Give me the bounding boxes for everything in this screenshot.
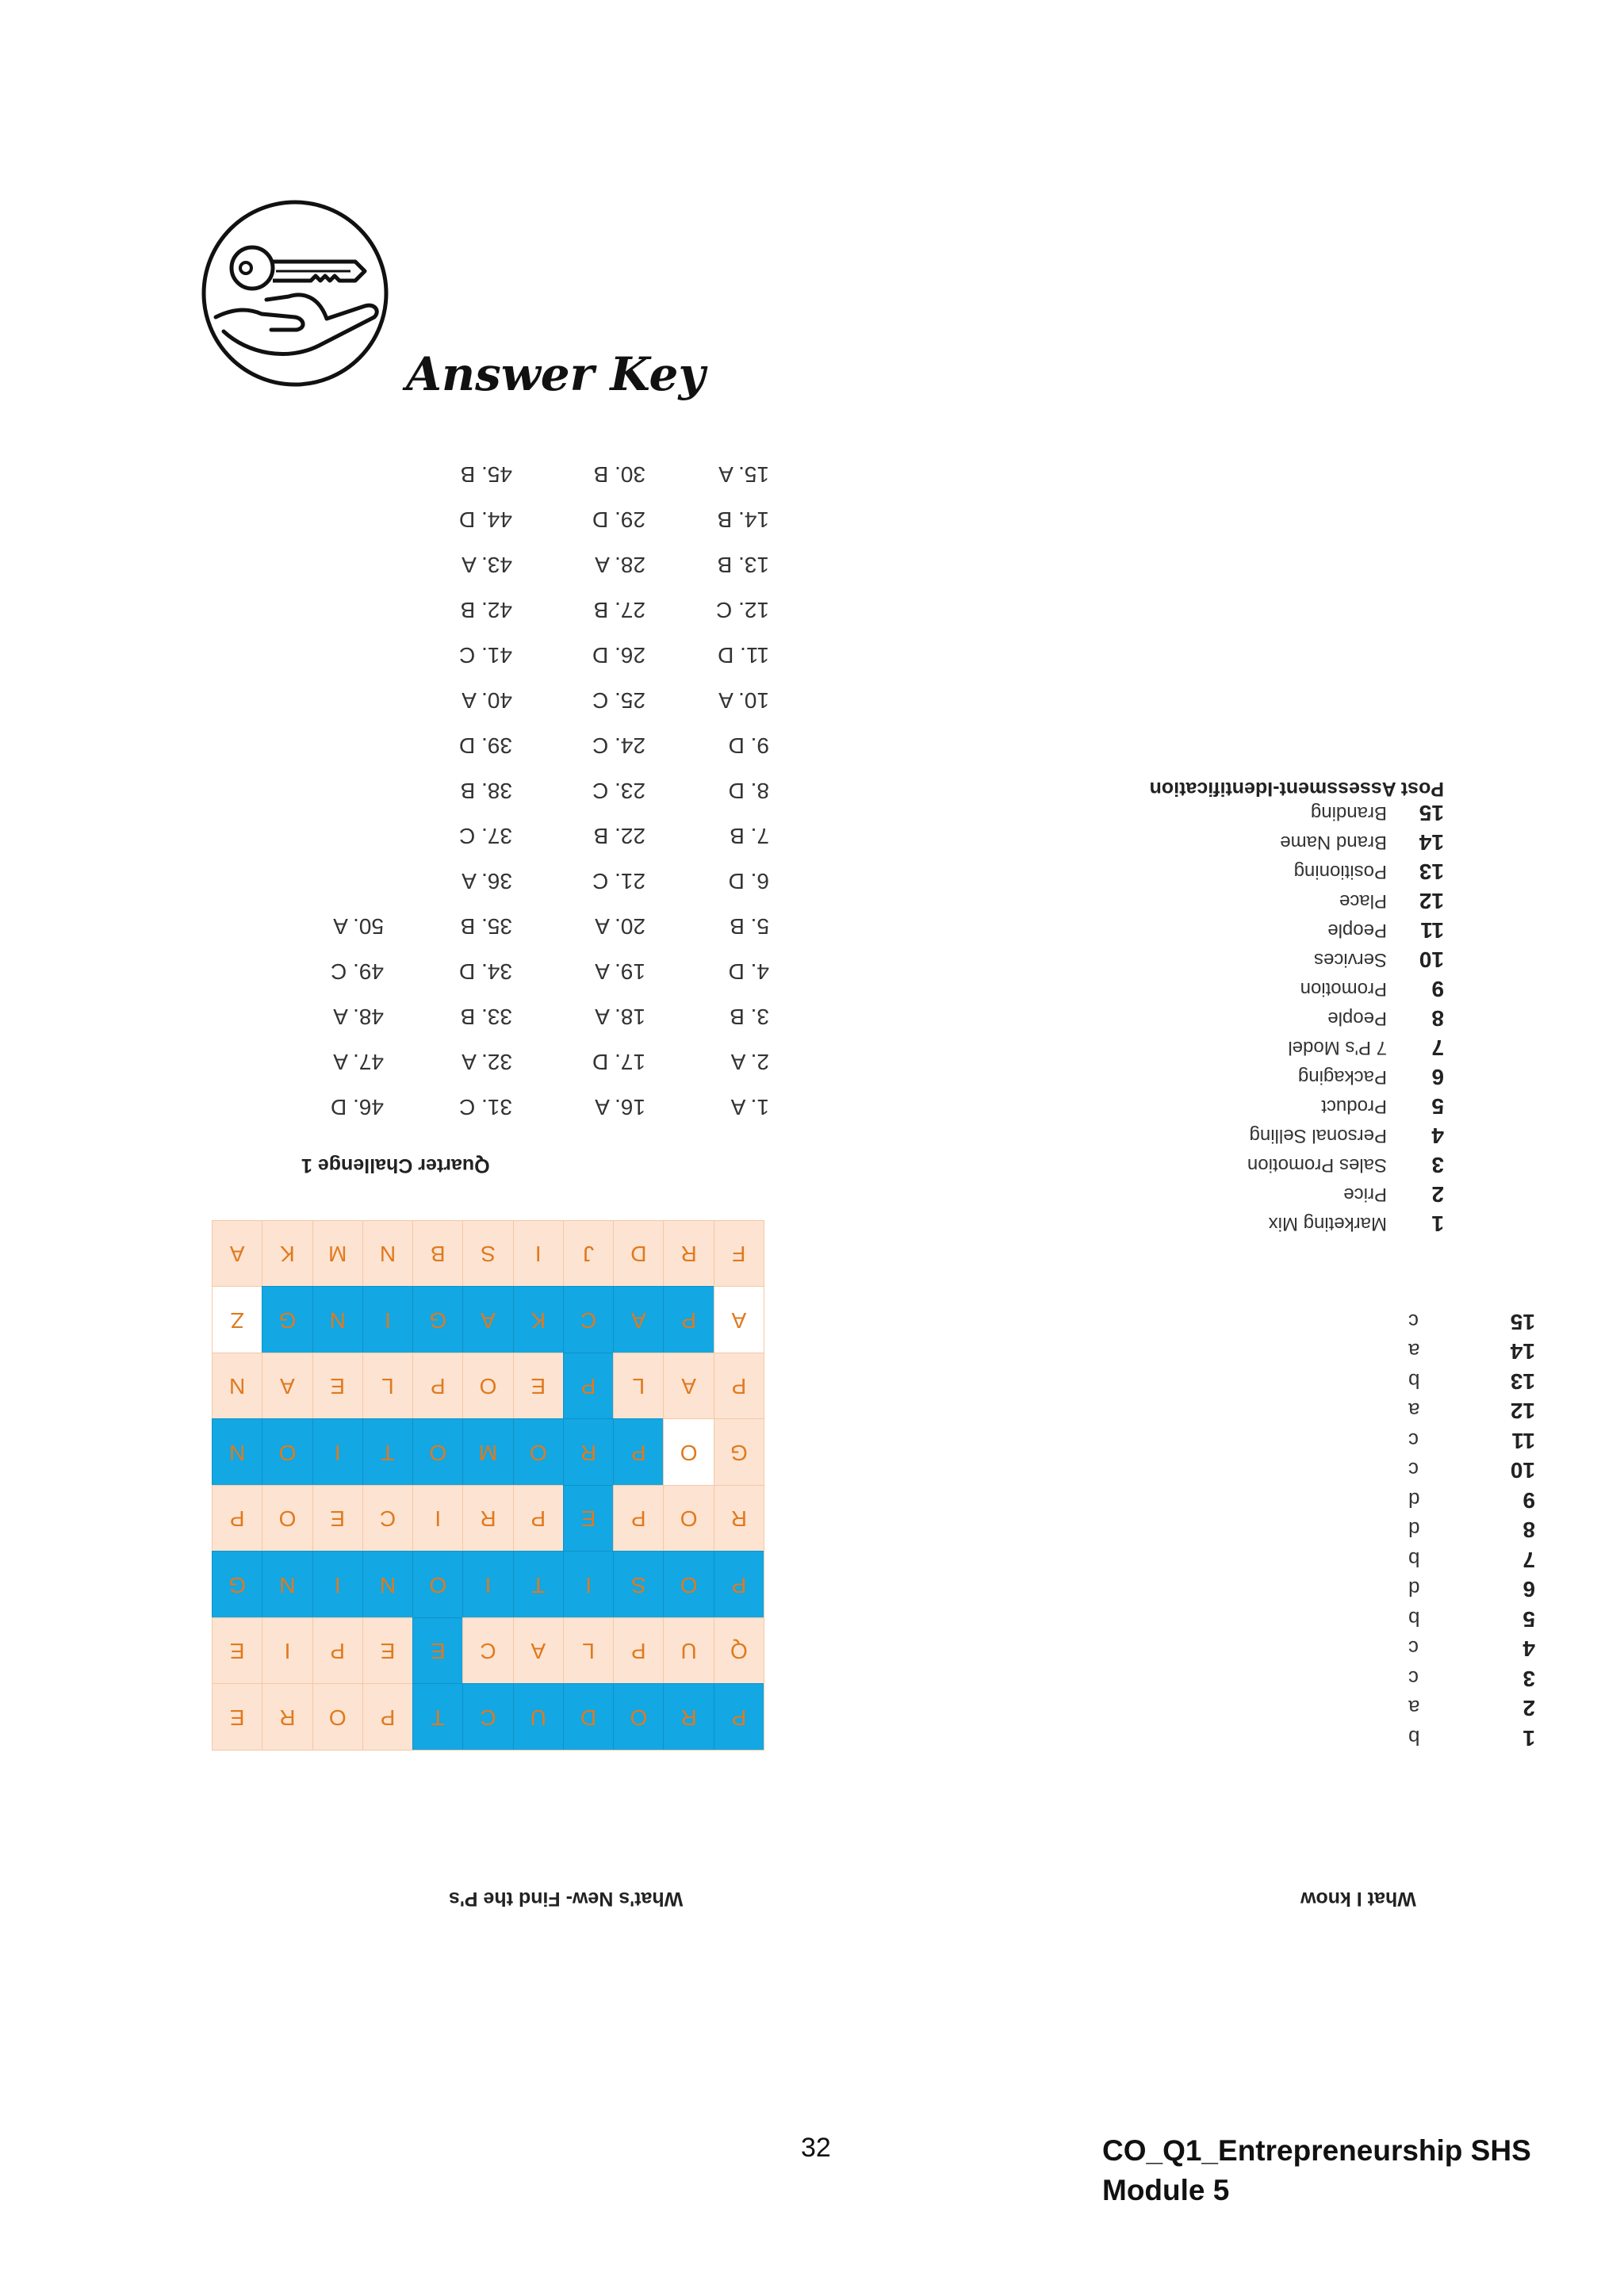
answer-item: 42. B <box>460 598 512 622</box>
grid-cell: I <box>262 1617 312 1684</box>
grid-cell: N <box>212 1419 262 1486</box>
grid-cell: P <box>714 1684 764 1751</box>
answer-item: 16. A <box>595 1095 645 1119</box>
what-i-know-title: What I know <box>1300 1888 1416 1910</box>
grid-cell: P <box>212 1485 262 1552</box>
grid-cell: P <box>613 1419 663 1486</box>
what-i-know-item <box>1408 1426 1535 1455</box>
word-search-grid <box>213 1221 764 1751</box>
answer-item: 22. B <box>593 824 645 848</box>
grid-cell: E <box>412 1617 462 1684</box>
answer-item: 44. D <box>459 507 512 532</box>
post-assessment-item <box>1044 1122 1444 1149</box>
answer-item: 32. A <box>462 1050 512 1074</box>
item-number: 12 <box>1419 889 1444 913</box>
grid-cell: R <box>262 1684 312 1751</box>
item-answer: People <box>1327 1008 1387 1029</box>
grid-cell: Z <box>212 1287 262 1353</box>
answer-item: 49. C <box>331 959 384 984</box>
item-number: 9 <box>1431 977 1444 1001</box>
item-answer: c <box>1408 1636 1419 1661</box>
answer-item: 17. D <box>592 1050 645 1074</box>
item-number: 1 <box>1522 1726 1535 1751</box>
item-answer: a <box>1408 1399 1420 1423</box>
answer-item: 15. A <box>718 462 769 487</box>
answer-item: 4. D <box>728 959 769 984</box>
post-assessment-title: Post Assessment-Identification <box>1149 778 1444 800</box>
grid-cell: U <box>663 1617 713 1684</box>
grid-cell: O <box>312 1684 362 1751</box>
item-number: 15 <box>1510 1310 1535 1334</box>
post-assessment-item <box>1044 1093 1444 1119</box>
item-answer: Sales Promotion <box>1247 1154 1387 1176</box>
post-assessment-item <box>1044 799 1444 826</box>
item-number: 14 <box>1419 830 1444 855</box>
item-answer: c <box>1408 1429 1419 1452</box>
item-answer: Brand Name <box>1280 832 1387 853</box>
answer-item: 19. A <box>595 959 645 984</box>
grid-cell: F <box>714 1220 764 1287</box>
grid-cell: K <box>513 1287 563 1353</box>
answer-item: 25. C <box>592 688 645 713</box>
footer-module-code <box>1102 2131 1531 2210</box>
item-answer: Packaging <box>1297 1066 1387 1088</box>
grid-cell: A <box>714 1287 764 1353</box>
item-answer: People <box>1327 920 1387 941</box>
item-number: 8 <box>1522 1517 1535 1543</box>
post-assessment-section <box>1044 777 1444 1237</box>
item-answer: a <box>1408 1696 1420 1720</box>
item-number: 1 <box>1431 1211 1444 1236</box>
grid-cell: J <box>563 1220 613 1287</box>
item-answer: 7 P's Model <box>1288 1037 1387 1058</box>
grid-cell: O <box>262 1419 312 1486</box>
grid-cell: A <box>663 1353 713 1419</box>
answer-item: 41. C <box>459 643 512 668</box>
word-grid-title: What's New- Find the P's <box>449 1888 684 1910</box>
post-assessment-item <box>1044 946 1444 973</box>
grid-cell: O <box>262 1485 312 1552</box>
item-number: 6 <box>1431 1065 1444 1089</box>
answer-item: 11. D <box>718 643 769 668</box>
grid-cell: E <box>312 1485 362 1552</box>
answer-item: 43. A <box>462 553 512 577</box>
grid-cell: I <box>362 1287 412 1353</box>
item-answer: b <box>1408 1607 1420 1631</box>
grid-cell: R <box>663 1684 713 1751</box>
grid-cell: A <box>613 1287 663 1353</box>
item-number: 5 <box>1431 1094 1444 1119</box>
what-i-know-item <box>1408 1605 1535 1633</box>
post-assessment-item <box>1044 1004 1444 1031</box>
grid-cell: E <box>513 1353 563 1419</box>
what-i-know-item <box>1408 1307 1535 1336</box>
grid-cell: K <box>262 1220 312 1287</box>
item-answer: d <box>1408 1488 1420 1512</box>
item-number: 7 <box>1431 1035 1444 1060</box>
grid-cell: L <box>613 1353 663 1419</box>
post-assessment-item <box>1044 1034 1444 1061</box>
grid-cell: A <box>262 1353 312 1419</box>
item-number: 5 <box>1522 1607 1535 1632</box>
grid-cell: P <box>613 1617 663 1684</box>
grid-cell: O <box>613 1684 663 1751</box>
grid-cell: I <box>513 1220 563 1287</box>
grid-cell: R <box>462 1485 512 1552</box>
item-number: 4 <box>1431 1123 1444 1148</box>
item-number: 11 <box>1420 918 1444 943</box>
what-i-know-item <box>1408 1456 1535 1485</box>
item-answer: Promotion <box>1300 978 1387 1000</box>
grid-cell: P <box>714 1353 764 1419</box>
item-answer: Branding <box>1310 802 1387 824</box>
grid <box>212 1220 764 1751</box>
item-answer: Personal Selling <box>1249 1125 1387 1146</box>
grid-cell: I <box>462 1552 512 1618</box>
answer-item: 38. B <box>460 779 512 803</box>
answer-item: 3. B <box>730 1004 769 1029</box>
answer-item: 13. B <box>717 553 769 577</box>
answer-item: 29. D <box>592 507 645 532</box>
grid-cell: O <box>663 1552 713 1618</box>
item-answer: d <box>1408 1577 1420 1601</box>
grid-cell: M <box>462 1419 512 1486</box>
answer-item: 26. D <box>592 643 645 668</box>
item-number: 13 <box>1419 859 1444 884</box>
grid-cell: R <box>663 1220 713 1287</box>
item-answer: c <box>1408 1310 1419 1334</box>
item-number: 4 <box>1522 1636 1535 1662</box>
answer-item: 48. A <box>333 1004 384 1029</box>
item-answer: c <box>1408 1458 1419 1483</box>
answer-item: 5. B <box>730 914 769 939</box>
grid-cell: L <box>362 1353 412 1419</box>
answer-item: 1. A <box>730 1095 769 1119</box>
what-i-know-item <box>1408 1367 1535 1395</box>
answer-item: 24. C <box>592 733 645 758</box>
item-number: 2 <box>1522 1696 1535 1721</box>
what-i-know-item <box>1408 1545 1535 1574</box>
grid-cell: P <box>714 1552 764 1618</box>
quarter-challenge-answers <box>301 462 769 1123</box>
what-i-know-item <box>1408 1664 1535 1693</box>
grid-cell: I <box>412 1485 462 1552</box>
what-i-know-item <box>1408 1635 1535 1663</box>
grid-cell: O <box>462 1353 512 1419</box>
item-answer: Place <box>1339 890 1387 912</box>
answer-item: 7. B <box>730 824 769 848</box>
grid-cell: S <box>462 1220 512 1287</box>
answer-item: 36. A <box>462 869 512 894</box>
post-assessment-item <box>1044 828 1444 855</box>
answer-item: 40. A <box>462 688 512 713</box>
quarter-challenge-section <box>301 462 769 1177</box>
grid-cell: D <box>613 1220 663 1287</box>
post-assessment-item <box>1044 1063 1444 1090</box>
page-number: 32 <box>801 2133 831 2163</box>
what-i-know-item <box>1408 1516 1535 1544</box>
answer-item: 33. B <box>460 1004 512 1029</box>
item-number: 2 <box>1431 1182 1444 1207</box>
post-assessment-item <box>1044 887 1444 914</box>
grid-cell: M <box>312 1220 362 1287</box>
item-answer: Services <box>1313 949 1387 970</box>
answer-item: 50. A <box>333 914 384 939</box>
grid-cell: I <box>312 1419 362 1486</box>
grid-cell: P <box>312 1617 362 1684</box>
grid-cell: P <box>412 1353 462 1419</box>
page-title: Answer Key <box>406 347 706 401</box>
grid-cell: N <box>362 1552 412 1618</box>
grid-cell: L <box>563 1617 613 1684</box>
grid-cell: E <box>312 1353 362 1419</box>
item-number: 8 <box>1431 1006 1444 1031</box>
item-number: 9 <box>1522 1488 1535 1513</box>
grid-cell: A <box>212 1220 262 1287</box>
grid-cell: P <box>663 1287 713 1353</box>
answer-column <box>430 462 512 1123</box>
grid-cell: P <box>613 1485 663 1552</box>
item-answer: Positioning <box>1293 861 1387 882</box>
grid-cell: E <box>362 1617 412 1684</box>
grid-cell: Q <box>714 1617 764 1684</box>
grid-cell: T <box>362 1419 412 1486</box>
answer-item: 23. C <box>592 779 645 803</box>
footer-code-line2: Module 5 <box>1102 2174 1230 2206</box>
what-i-know-item <box>1408 1694 1535 1723</box>
item-answer: d <box>1408 1517 1420 1542</box>
quarter-challenge-title: Quarter Challenge 1 <box>301 1154 490 1177</box>
item-answer: b <box>1408 1726 1420 1750</box>
what-i-know-section <box>1408 1300 1535 1752</box>
grid-cell: N <box>262 1552 312 1618</box>
post-assessment-item <box>1044 1181 1444 1207</box>
answer-column <box>563 462 645 1123</box>
answer-item: 14. B <box>717 507 769 532</box>
grid-cell: G <box>212 1552 262 1618</box>
answer-item: 34. D <box>459 959 512 984</box>
answer-item: 30. B <box>593 462 645 487</box>
answer-item: 35. B <box>460 914 512 939</box>
grid-cell: N <box>362 1220 412 1287</box>
grid-cell: E <box>563 1485 613 1552</box>
grid-cell: G <box>262 1287 312 1353</box>
item-number: 15 <box>1419 801 1444 825</box>
item-number: 10 <box>1419 947 1444 972</box>
grid-cell: O <box>412 1552 462 1618</box>
grid-cell: G <box>714 1419 764 1486</box>
answer-item: 46. D <box>331 1095 384 1119</box>
what-i-know-item <box>1408 1724 1535 1752</box>
item-number: 12 <box>1510 1399 1535 1424</box>
answer-item: 8. D <box>728 779 769 803</box>
grid-cell: T <box>412 1684 462 1751</box>
answer-column <box>687 462 769 1123</box>
grid-cell: O <box>663 1485 713 1552</box>
grid-cell: S <box>613 1552 663 1618</box>
item-answer: a <box>1408 1339 1420 1364</box>
post-assessment-item <box>1044 858 1444 885</box>
post-assessment-item <box>1044 1210 1444 1237</box>
answer-item: 21. C <box>592 869 645 894</box>
item-answer: b <box>1408 1548 1420 1571</box>
answer-item: 28. A <box>595 553 645 577</box>
grid-cell: T <box>513 1552 563 1618</box>
grid-cell: B <box>412 1220 462 1287</box>
grid-cell: D <box>563 1684 613 1751</box>
answer-item: 6. D <box>728 869 769 894</box>
post-assessment-item <box>1044 916 1444 943</box>
answer-item: 2. A <box>730 1050 769 1074</box>
grid-cell: I <box>563 1552 613 1618</box>
grid-cell: I <box>312 1552 362 1618</box>
grid-cell: O <box>513 1419 563 1486</box>
answer-item: 31. C <box>459 1095 512 1119</box>
item-number: 11 <box>1511 1429 1535 1453</box>
grid-cell: P <box>563 1353 613 1419</box>
item-number: 7 <box>1522 1548 1535 1572</box>
grid-cell: R <box>714 1485 764 1552</box>
item-number: 10 <box>1510 1458 1535 1483</box>
grid-cell: N <box>312 1287 362 1353</box>
grid-cell: E <box>212 1617 262 1684</box>
grid-cell: R <box>563 1419 613 1486</box>
item-answer: Price <box>1343 1184 1387 1205</box>
grid-cell: A <box>462 1287 512 1353</box>
answer-item: 27. B <box>593 598 645 622</box>
grid-cell: O <box>663 1419 713 1486</box>
item-number: 13 <box>1510 1369 1535 1394</box>
item-number: 3 <box>1522 1667 1535 1691</box>
grid-cell: N <box>212 1353 262 1419</box>
footer-code-line1: CO_Q1_Entrepreneurship SHS <box>1102 2134 1531 2167</box>
answer-item: 18. A <box>595 1004 645 1029</box>
answer-item: 39. D <box>459 733 512 758</box>
grid-cell: A <box>513 1617 563 1684</box>
answer-item: 45. B <box>460 462 512 487</box>
post-assessment-item <box>1044 1151 1444 1178</box>
answer-item: 10. A <box>718 688 769 713</box>
item-answer: c <box>1408 1667 1419 1690</box>
what-i-know-item <box>1408 1397 1535 1425</box>
answer-column <box>301 488 384 1123</box>
what-i-know-item <box>1408 1575 1535 1604</box>
item-number: 14 <box>1510 1339 1535 1364</box>
what-i-know-item <box>1408 1337 1535 1366</box>
what-i-know-item <box>1408 1486 1535 1514</box>
grid-cell: C <box>563 1287 613 1353</box>
grid-cell: P <box>362 1684 412 1751</box>
item-answer: Product <box>1321 1096 1387 1117</box>
grid-cell: U <box>513 1684 563 1751</box>
answer-item: 47. A <box>333 1050 384 1074</box>
item-answer: Marketing Mix <box>1268 1213 1387 1234</box>
item-number: 3 <box>1431 1153 1444 1177</box>
grid-cell: O <box>412 1419 462 1486</box>
grid-cell: C <box>462 1617 512 1684</box>
grid-cell: E <box>212 1684 262 1751</box>
answer-item: 9. D <box>728 733 769 758</box>
grid-cell: C <box>462 1684 512 1751</box>
answer-item: 37. C <box>459 824 512 848</box>
answer-item: 20. A <box>595 914 645 939</box>
grid-cell: P <box>513 1485 563 1552</box>
grid-cell: G <box>412 1287 462 1353</box>
answer-item: 12. C <box>716 598 769 622</box>
post-assessment-item <box>1044 975 1444 1002</box>
grid-cell: C <box>362 1485 412 1552</box>
key-hand-icon <box>200 198 390 388</box>
item-answer: b <box>1408 1369 1420 1393</box>
item-number: 6 <box>1522 1577 1535 1602</box>
